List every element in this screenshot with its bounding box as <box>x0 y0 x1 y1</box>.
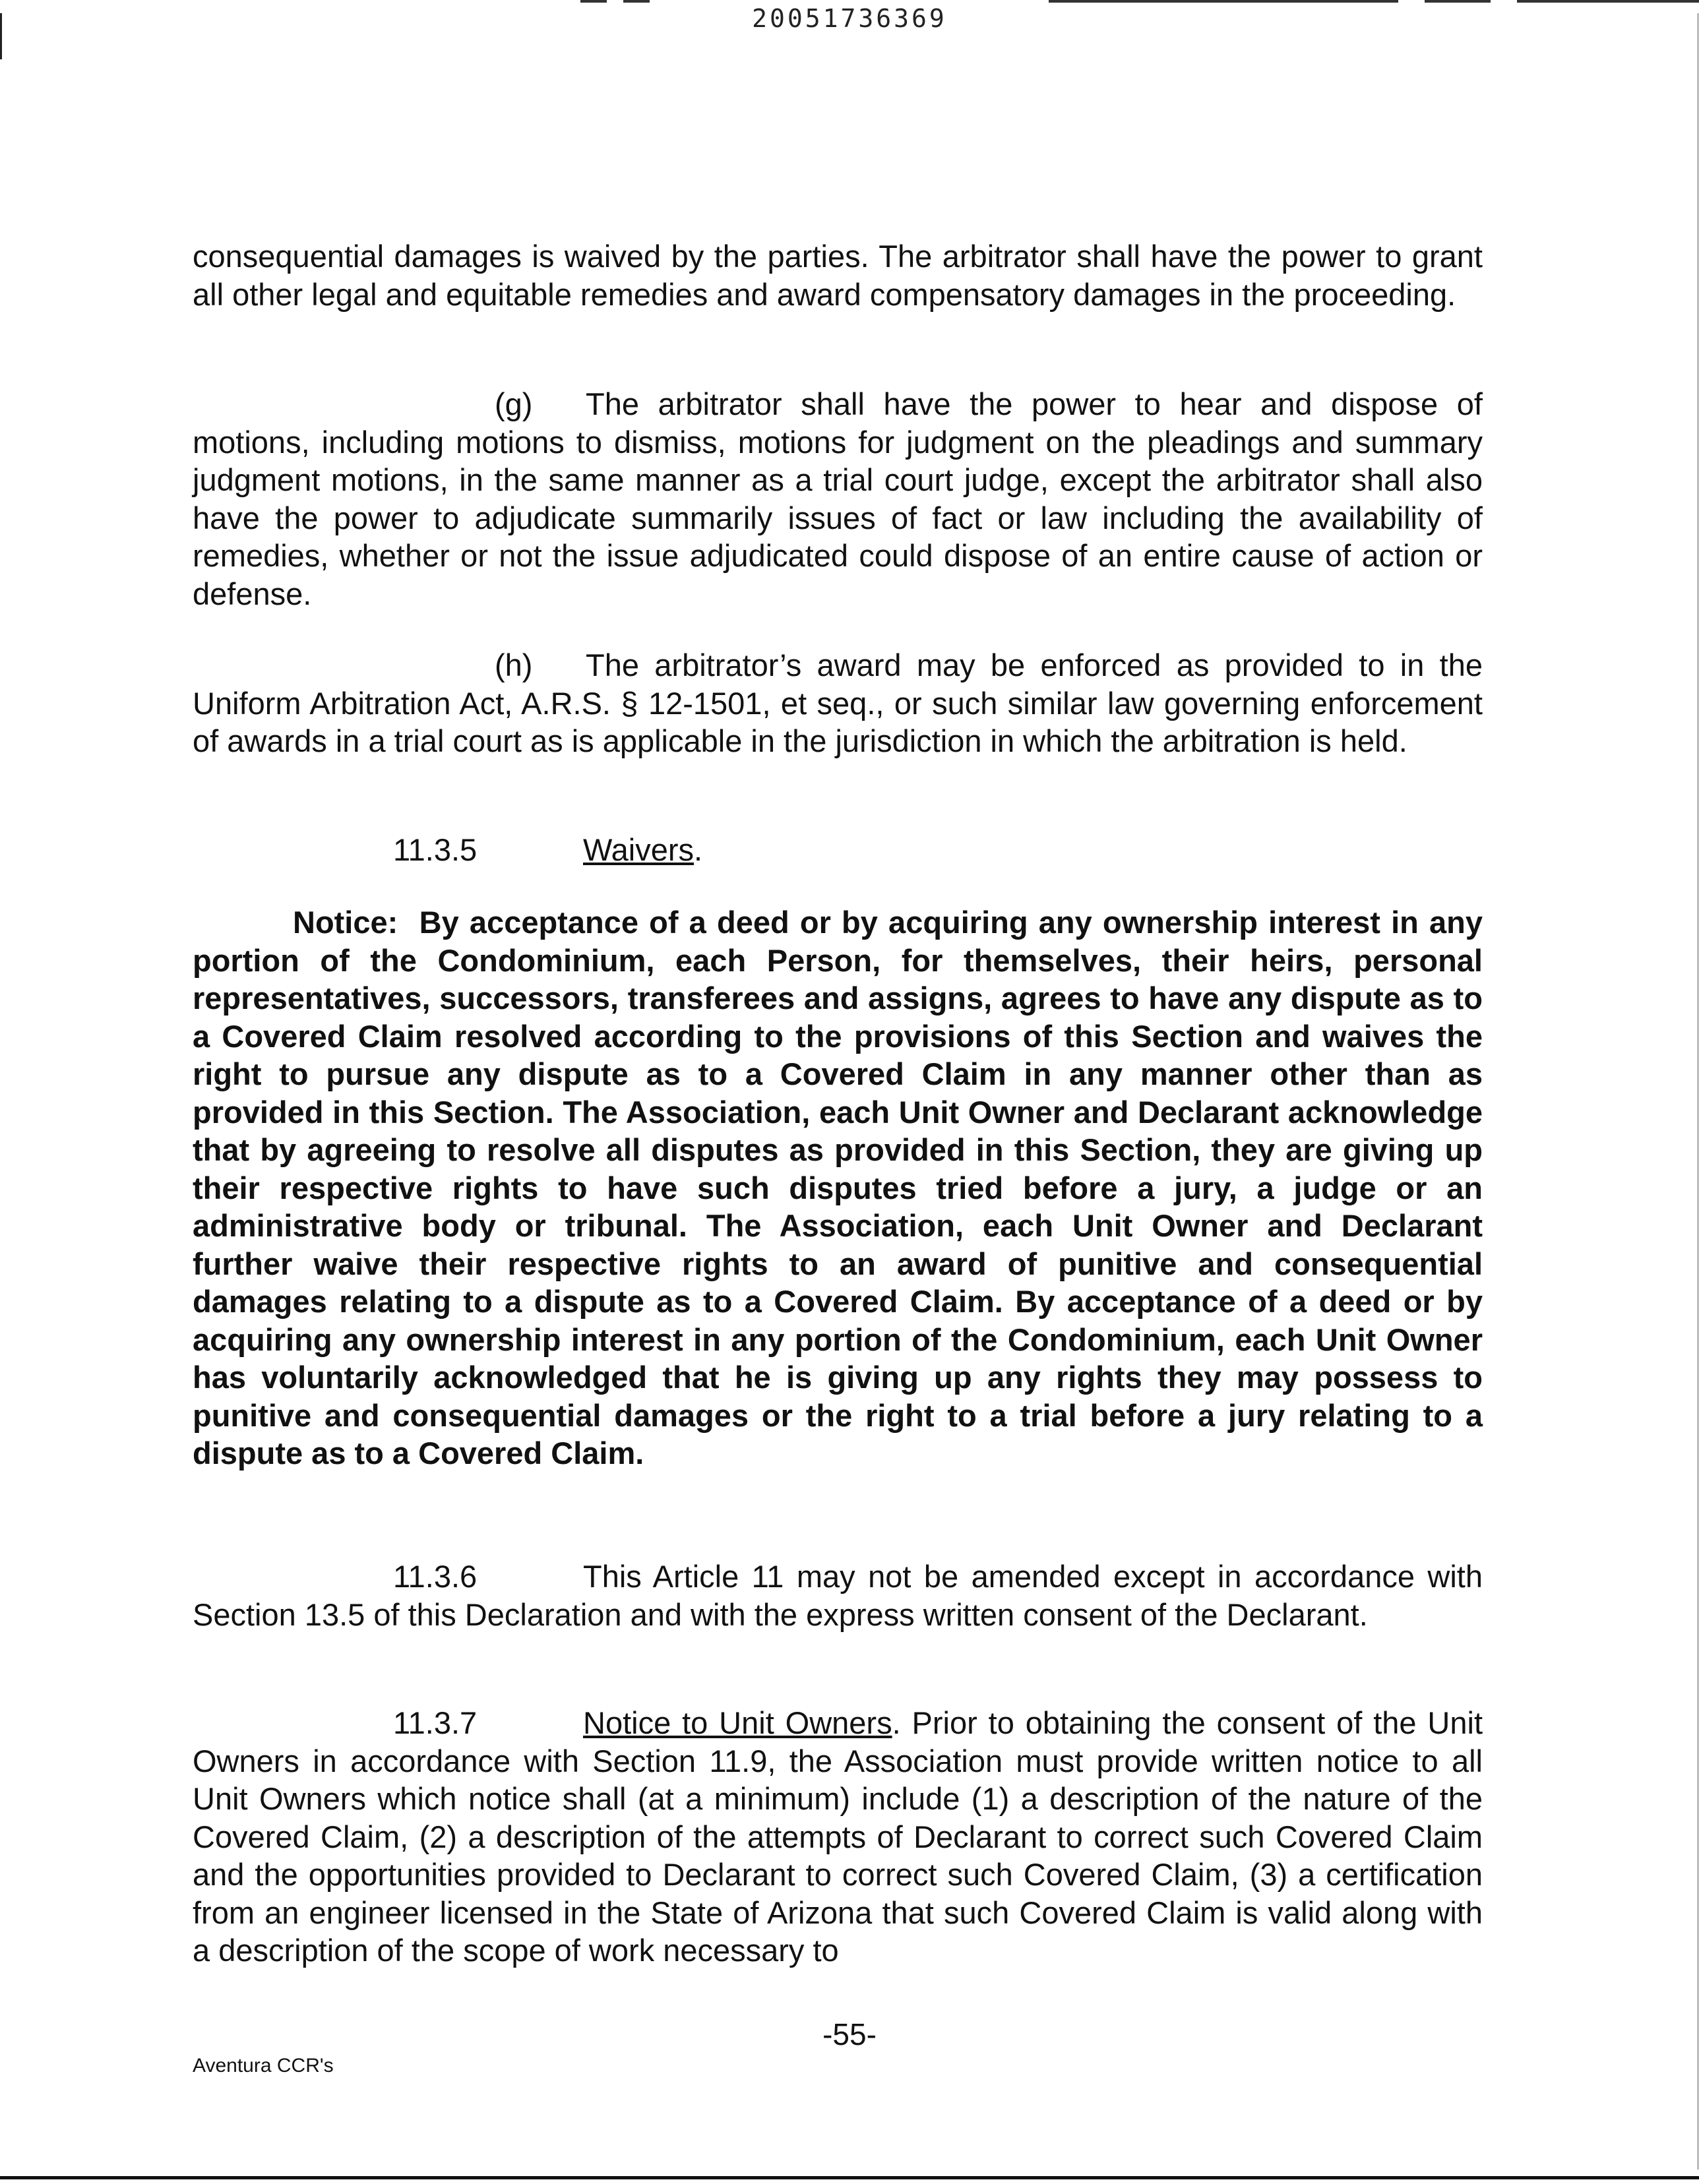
scan-dash <box>580 0 607 3</box>
notice-text: By acceptance of a deed or by acquiring any ownership interest in any portion of the Condominium, each Person, for themselves, their heirs, personal representatives, successors, transferees and assigns, agrees to have any dispute as to a Covered Claim resolved according to the provisions of this Section and waives the right to pursue any dispute as to a Covered Claim in any manner other than as provided in this Section. The Association, each Unit Owner and Declarant acknowledge that by agreeing to resolve all disputes as provided in this Section, they are giving up their respective rights to have such disputes tried before a jury, a judge or an administrative body or tribunal. The Association, each Unit Owner and Declarant further waive their respective rights to an award of punitive and consequential damages relating to a dispute as to a Covered Claim. By acceptance of a deed or by acquiring any ownership interest in any portion of the Condominium, each Unit Owner has voluntarily acknowledged that he is giving up any rights they may possess to punitive and consequential damages or the right to a trial before a jury relating to a dispute as to a Covered Claim. <box>193 905 1483 1471</box>
subsection-h <box>193 646 1483 760</box>
subsection-marker: (g) <box>495 386 533 421</box>
section-11-3-7 <box>193 1704 1483 1970</box>
section-number: 11.3.5 <box>393 832 478 867</box>
notice-paragraph <box>193 903 1483 1472</box>
section-11-3-6 <box>193 1558 1483 1633</box>
subsection-text: The arbitrator’s award may be enforced as provided to in the Uniform Arbitration Act, A.R.S. § 12-1501, et seq., or such similar law governing enforcement of awards in a trial court as is applicable in the jurisdiction in which the arbitration is held. <box>193 648 1483 758</box>
section-text: . Prior to obtaining the consent of the Unit Owners in accordance with Section 11.9, the Association must provide written notice to all Unit Owners which notice shall (at a minimum) include (1) a description of the nature of the Covered Claim, (2) a description of the attempts of Declarant to correct such Covered Claim and the opportunities provided to Declarant to correct such Covered Claim, (3) a certification from an engineer licensed in the State of Arizona that such Covered Claim is valid along with a description of the scope of work necessary to <box>193 1705 1483 1968</box>
page-number: -55- <box>822 2017 877 2051</box>
scan-dash <box>623 0 650 3</box>
section-title: Notice to Unit Owners <box>583 1705 892 1740</box>
subsection-g <box>193 385 1483 613</box>
notice-label: Notice: <box>293 905 398 940</box>
scan-dash <box>1425 0 1491 3</box>
paragraph-continuation <box>193 237 1483 313</box>
footer-document-name: Aventura CCR's <box>193 2055 334 2077</box>
scan-dash <box>1517 0 1699 3</box>
section-title: Waivers <box>583 832 694 867</box>
section-number: 11.3.7 <box>393 1705 478 1740</box>
section-11-3-5-heading: 11.3.5 Waivers. <box>193 831 1483 869</box>
document-number: 20051736369 <box>752 4 947 33</box>
section-number: 11.3.6 <box>393 1559 478 1594</box>
subsection-marker: (h) <box>495 648 533 682</box>
scan-bottom-edge <box>0 2176 1699 2179</box>
paragraph-text: consequential damages is waived by the parties. The arbitrator shall have the power to grant all other legal and equitable remedies and award compensatory damages in the proceeding. <box>193 239 1483 312</box>
section-text: This Article 11 may not be amended except in accordance with Section 13.5 of this Declaration and with the express written consent of the Declarant. <box>193 1559 1483 1632</box>
subsection-text: The arbitrator shall have the power to hear and dispose of motions, including motions to dismiss, motions for judgment on the pleadings and summary judgment motions, in the same manner as a trial court judge, except the arbitrator shall also have the power to adjudicate summarily issues of fact or law including the availability of remedies, whether or not the issue adjudicated could dispose of an entire cause of action or defense. <box>193 386 1483 611</box>
scan-dash <box>1049 0 1398 3</box>
